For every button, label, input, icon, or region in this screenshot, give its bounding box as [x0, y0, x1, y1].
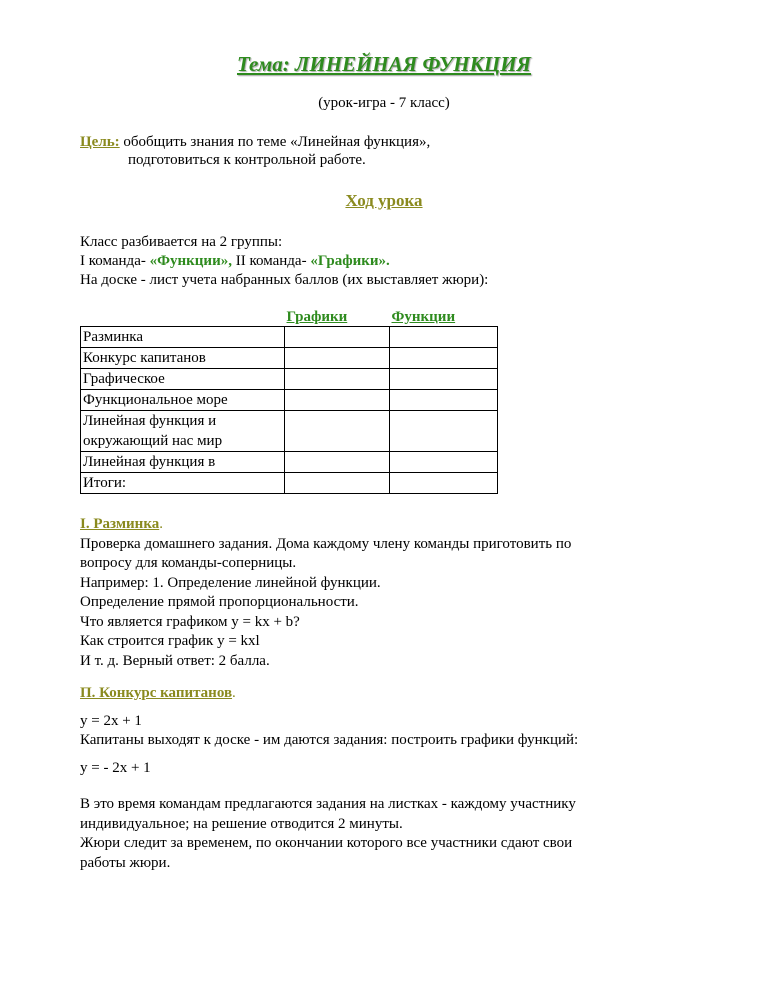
- row-label: Линейная функция и окружающий нас мир: [81, 411, 285, 452]
- score-cell: [285, 473, 390, 494]
- page-subtitle: (урок-игра - 7 класс): [318, 95, 450, 111]
- team2-prefix: II команда-: [231, 253, 311, 269]
- score-cell: [390, 452, 498, 473]
- part2-formula1: y = 2x + 1: [80, 712, 142, 729]
- score-cell: [390, 369, 498, 390]
- score-cell: [390, 411, 498, 452]
- row-label: Линейная функция в: [81, 452, 285, 473]
- part2-section: [80, 684, 700, 873]
- score-cell: [390, 327, 498, 348]
- section-title: Ход урока: [345, 191, 423, 210]
- table-row: [81, 348, 498, 369]
- part2-line: работы жюри.: [80, 854, 171, 871]
- goal-label: Цель:: [80, 134, 120, 150]
- table-row: [81, 369, 498, 390]
- part2-task-line: Капитаны выходят к доске - им даются задания: построить графики функций:: [80, 732, 579, 748]
- goal-line2: подготовиться к контрольной работе.: [128, 152, 366, 168]
- part1-line: Проверка домашнего задания. Дома каждому члену команды приготовить по: [80, 535, 572, 552]
- part1-line: Как строится график y = kxl: [80, 633, 260, 649]
- part1-heading-line: [80, 515, 700, 535]
- score-cell: [285, 369, 390, 390]
- table-row: [81, 411, 498, 452]
- team1-prefix: I команда-: [80, 253, 150, 269]
- row-label: Функциональное море: [81, 390, 285, 411]
- header-cell-functions: Функции: [390, 308, 498, 327]
- part2-heading: П. Конкурс капитанов: [80, 685, 233, 701]
- team2-name: «Графики».: [310, 253, 390, 269]
- part1-line: вопросу для команды-соперницы.: [80, 555, 297, 571]
- score-cell: [390, 348, 498, 369]
- row-label: Разминка: [81, 327, 285, 348]
- score-cell: [390, 390, 498, 411]
- part2-heading-dot: .: [232, 685, 236, 701]
- part2-formula2: y = - 2x + 1: [80, 759, 151, 776]
- score-cell: [285, 390, 390, 411]
- table-row: [81, 327, 498, 348]
- goal-paragraph: [80, 133, 430, 169]
- score-table-header: [81, 308, 498, 327]
- header-cell-empty: [81, 308, 285, 327]
- part1-section: [80, 515, 700, 671]
- part1-heading: I. Разминка: [80, 516, 160, 532]
- part2-line: В это время командам предлагаются задания на листках - каждому участнику: [80, 796, 576, 812]
- part1-heading-dot: .: [159, 516, 163, 532]
- part1-line: Например: 1. Определение линейной функции.: [80, 574, 381, 591]
- intro-paragraph: [80, 233, 488, 290]
- score-cell: [285, 327, 390, 348]
- intro-teams-line: [80, 252, 488, 271]
- row-label: Итоги:: [81, 473, 285, 494]
- score-cell: [285, 452, 390, 473]
- score-cell: [285, 348, 390, 369]
- score-cell: [285, 411, 390, 452]
- part2-line: Жюри следит за временем, по окончании которого все участники сдают свои: [80, 835, 573, 851]
- page-title: Тема: ЛИНЕЙНАЯ ФУНКЦИЯ: [236, 52, 532, 76]
- header-cell-graphs: Графики: [285, 308, 390, 327]
- table-row: [81, 390, 498, 411]
- table-row: [81, 473, 498, 494]
- team1-name: «Функции»,: [149, 253, 232, 269]
- part2-line: индивидуальное; на решение отводится 2 минуты.: [80, 815, 403, 832]
- intro-line3: На доске - лист учета набранных баллов (их выставляет жюри):: [80, 272, 489, 288]
- row-label: Графическое: [81, 369, 285, 390]
- part1-line: Что является графиком y = kx + b?: [80, 613, 300, 630]
- goal-line1: обобщить знания по теме «Линейная функция»,: [119, 134, 431, 150]
- table-row: [81, 452, 498, 473]
- part1-line: Определение прямой пропорциональности.: [80, 594, 359, 610]
- part1-line: И т. д. Верный ответ: 2 балла.: [80, 652, 270, 669]
- part2-heading-line: [80, 684, 700, 704]
- score-cell: [390, 473, 498, 494]
- score-table: [80, 308, 498, 494]
- row-label: Конкурс капитанов: [81, 348, 285, 369]
- intro-line1: Класс разбивается на 2 группы:: [80, 234, 283, 250]
